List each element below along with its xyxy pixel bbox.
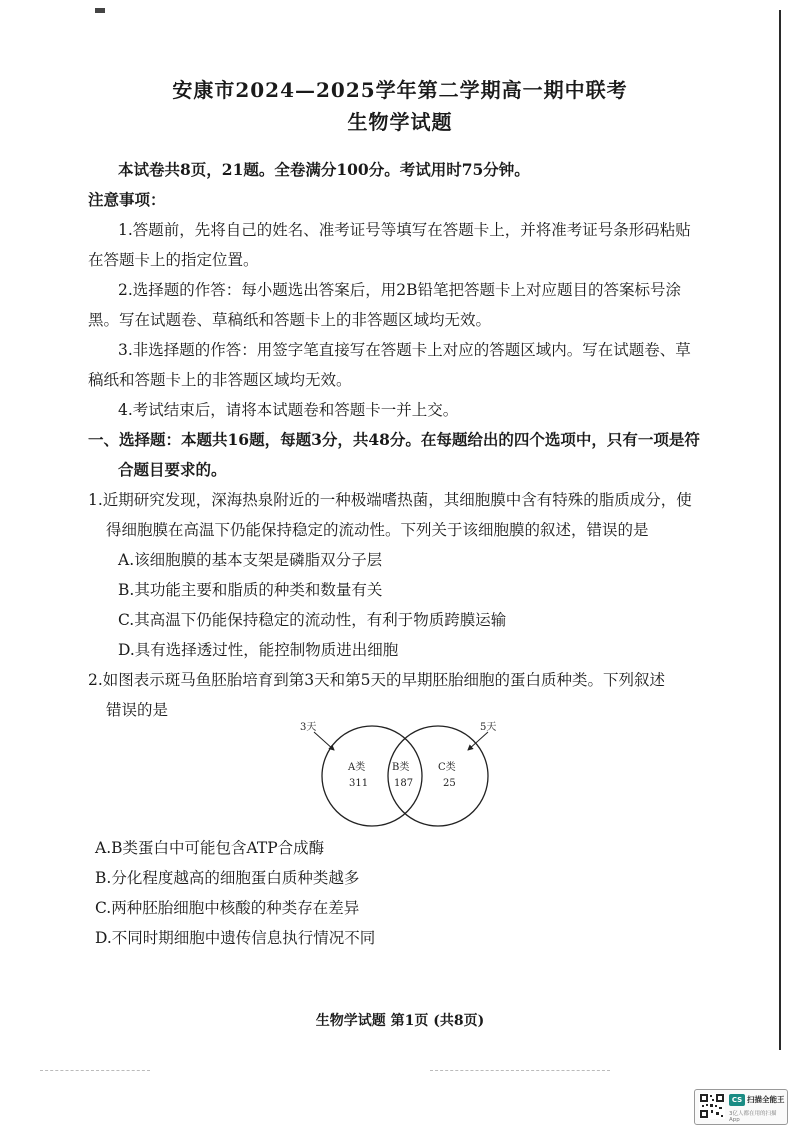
- notice-item-2-line-2: 黑。写在试题卷、草稿纸和答题卡上的非答题区域均无效。: [88, 311, 492, 329]
- notice-item-1-line-1: 1.答题前，先将自己的姓名、准考证号等填写在答题卡上，并将准考证号条形码粘贴: [118, 221, 691, 239]
- question-2-stem-line-1: 2.如图表示斑马鱼胚胎培育到第3天和第5天的早期胚胎细胞的蛋白质种类。下列叙述: [88, 671, 666, 689]
- page-edge-line: [779, 10, 781, 1050]
- question-1-option-b: B.其功能主要和脂质的种类和数量有关: [118, 581, 383, 599]
- venn-region-b-name: B类: [392, 762, 410, 773]
- exam-title: 安康市2024—2025学年第二学期高一期中联考: [172, 78, 628, 102]
- venn-region-b-value: 187: [394, 778, 414, 789]
- venn-label-day3: 3天: [300, 722, 317, 733]
- question-2-option-a: A.B类蛋白中可能包含ATP合成酶: [95, 839, 325, 857]
- notice-heading: 注意事项：: [88, 190, 166, 209]
- question-2-option-b: B.分化程度越高的细胞蛋白质种类越多: [95, 869, 360, 887]
- scanner-app-tagline: 3亿人都在用的扫描App: [729, 1111, 777, 1123]
- scan-dotted-line-left: [40, 1070, 150, 1072]
- scan-dotted-line-right: [430, 1070, 610, 1072]
- question-2-option-c: C.两种胚胎细胞中核酸的种类存在差异: [95, 899, 360, 917]
- scan-artifact: [95, 8, 105, 13]
- notice-item-2-line-1: 2.选择题的作答：每小题选出答案后，用2B铅笔把答题卡上对应题目的答案标号涂: [118, 281, 682, 299]
- venn-circle-day5: [388, 726, 488, 826]
- question-1-option-c: C.其高温下仍能保持稳定的流动性，有利于物质跨膜运输: [118, 611, 507, 629]
- notice-item-3-line-2: 稿纸和答题卡上的非答题区域均无效。: [88, 371, 352, 389]
- question-1-option-a: A.该细胞膜的基本支架是磷脂双分子层: [118, 551, 383, 569]
- arrow-day5: [468, 732, 488, 750]
- question-1-option-d: D.具有选择透过性，能控制物质进出细胞: [118, 641, 399, 659]
- page-footer: 生物学试题 第1页 (共8页): [315, 1013, 485, 1029]
- venn-label-day5: 5天: [480, 722, 497, 733]
- venn-region-a-value: 311: [349, 778, 369, 789]
- arrow-day3: [314, 732, 334, 750]
- section-1-heading-line-2: 合题目要求的。: [118, 460, 227, 479]
- section-1-heading-line-1: 一、选择题：本题共16题，每题3分，共48分。在每题给出的四个选项中，只有一项是符: [88, 430, 700, 449]
- venn-diagram: [300, 718, 510, 833]
- venn-region-c-name: C类: [438, 762, 456, 773]
- scanner-app-name: 扫描全能王: [747, 1095, 785, 1104]
- question-2-option-d: D.不同时期细胞中遗传信息执行情况不同: [95, 929, 376, 947]
- scanner-watermark: [694, 1089, 788, 1125]
- notice-item-3-line-1: 3.非选择题的作答：用签字笔直接写在答题卡上对应的答题区域内。写在试题卷、草: [118, 341, 691, 359]
- venn-region-a-name: A类: [348, 762, 366, 773]
- qr-code-icon: [699, 1093, 725, 1119]
- venn-circle-day3: [322, 726, 422, 826]
- question-1-stem-line-2: 得细胞膜在高温下仍能保持稳定的流动性。下列关于该细胞膜的叙述，错误的是: [106, 521, 649, 539]
- exam-subtitle: 生物学试题: [347, 110, 453, 134]
- exam-intro: 本试卷共8页，21题。全卷满分100分。考试用时75分钟。: [118, 160, 530, 179]
- question-2-stem-line-2: 错误的是: [106, 701, 169, 719]
- question-1-stem-line-1: 1.近期研究发现，深海热泉附近的一种极端嗜热菌，其细胞膜中含有特殊的脂质成分，使: [88, 491, 692, 509]
- notice-item-4: 4.考试结束后，请将本试题卷和答题卡一并上交。: [118, 401, 459, 419]
- cs-logo-icon: CS: [729, 1094, 745, 1106]
- notice-item-1-line-2: 在答题卡上的指定位置。: [88, 251, 259, 269]
- venn-region-c-value: 25: [443, 778, 456, 789]
